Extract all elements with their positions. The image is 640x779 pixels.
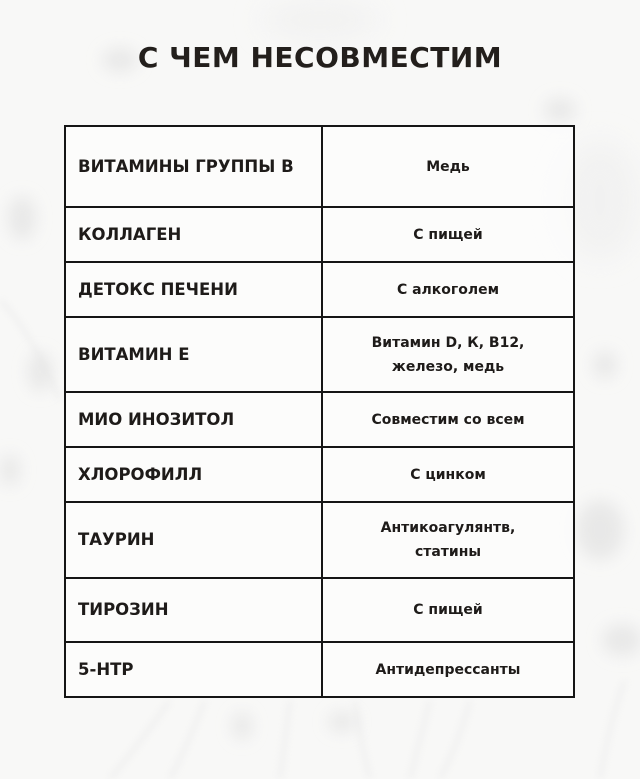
supplement-cell: КОЛЛАГЕН [65, 207, 322, 262]
table-row [65, 392, 574, 447]
supplement-cell: ВИТАМИН Е [65, 317, 322, 392]
table-row [65, 126, 574, 207]
incompatible-cell: С пищей [322, 207, 574, 262]
compatibility-table-container [64, 125, 575, 698]
compatibility-table [64, 125, 575, 698]
supplement-cell: ТАУРИН [65, 502, 322, 578]
table-row [65, 207, 574, 262]
supplement-cell: ХЛОРОФИЛЛ [65, 447, 322, 502]
table-row [65, 578, 574, 642]
incompatible-cell: С пищей [322, 578, 574, 642]
page-title: С ЧЕМ НЕСОВМЕСТИМ [137, 41, 503, 74]
incompatible-cell: Антидепрессанты [322, 642, 574, 697]
incompatible-cell: Медь [322, 126, 574, 207]
incompatible-cell: Совместим со всем [322, 392, 574, 447]
table-row [65, 447, 574, 502]
supplement-cell: 5-HTP [65, 642, 322, 697]
incompatible-cell: С цинком [322, 447, 574, 502]
incompatible-cell: Антикоагулянтв, статины [322, 502, 574, 578]
supplement-cell: МИО ИНОЗИТОЛ [65, 392, 322, 447]
table-row [65, 502, 574, 578]
table-row [65, 262, 574, 317]
table-row [65, 642, 574, 697]
supplement-cell: ВИТАМИНЫ ГРУППЫ В [65, 126, 322, 207]
incompatible-cell: С алкоголем [322, 262, 574, 317]
supplement-cell: ДЕТОКС ПЕЧЕНИ [65, 262, 322, 317]
incompatible-cell: Витамин D, К, В12, железо, медь [322, 317, 574, 392]
supplement-cell: ТИРОЗИН [65, 578, 322, 642]
table-row [65, 317, 574, 392]
